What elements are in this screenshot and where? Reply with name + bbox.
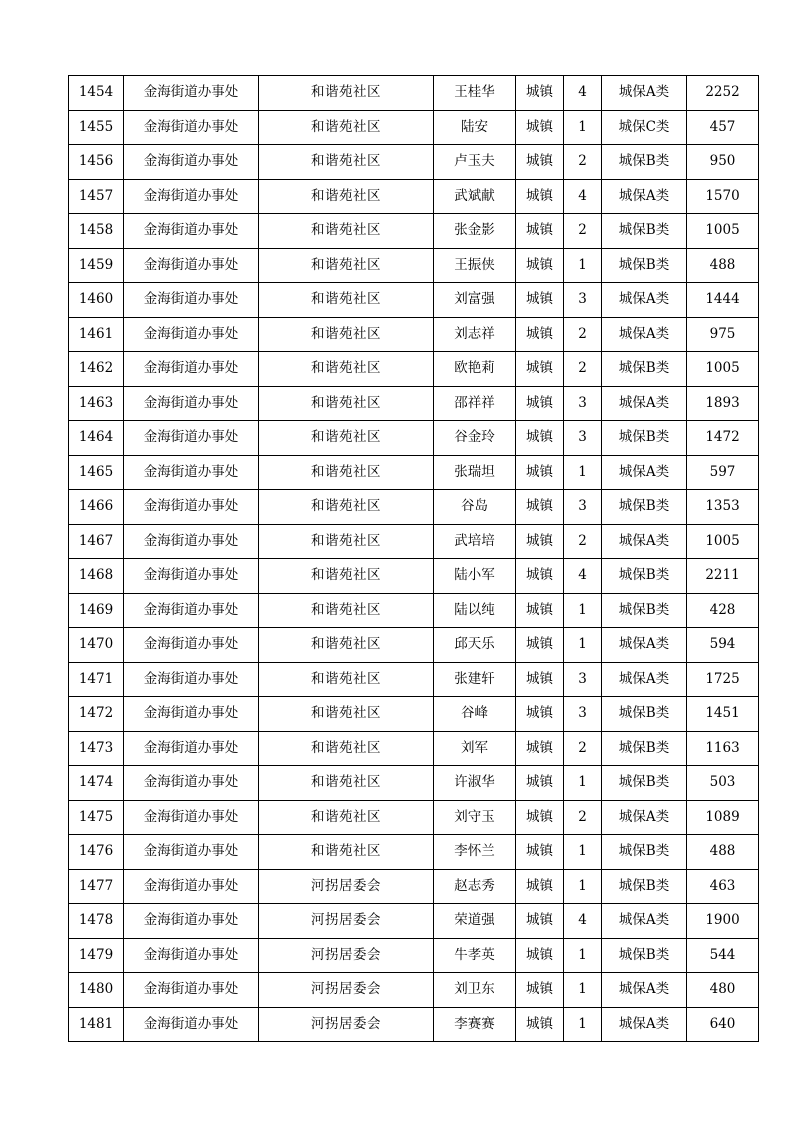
cell-household-type: 城镇 [516,283,564,318]
cell-people: 3 [564,697,602,732]
table-row [69,179,759,214]
cell-id: 1472 [69,697,124,732]
cell-household-type: 城镇 [516,766,564,801]
cell-amount: 950 [687,145,759,180]
cell-name: 刘志祥 [434,317,516,352]
table-row [69,455,759,490]
cell-name: 谷金玲 [434,421,516,456]
cell-org: 金海街道办事处 [124,1007,259,1042]
cell-org: 金海街道办事处 [124,662,259,697]
table-row [69,938,759,973]
table-row [69,317,759,352]
cell-household-type: 城镇 [516,421,564,456]
cell-id: 1456 [69,145,124,180]
cell-org: 金海街道办事处 [124,697,259,732]
cell-name: 欧艳莉 [434,352,516,387]
table-row [69,421,759,456]
cell-people: 1 [564,248,602,283]
cell-community: 和谐苑社区 [259,386,434,421]
cell-amount: 1005 [687,524,759,559]
cell-name: 陆以纯 [434,593,516,628]
cell-org: 金海街道办事处 [124,800,259,835]
cell-id: 1462 [69,352,124,387]
cell-amount: 488 [687,835,759,870]
cell-amount: 1570 [687,179,759,214]
cell-category: 城保B类 [602,835,687,870]
table-row [69,697,759,732]
cell-id: 1470 [69,628,124,663]
cell-household-type: 城镇 [516,110,564,145]
cell-people: 1 [564,593,602,628]
cell-people: 1 [564,766,602,801]
cell-name: 张建轩 [434,662,516,697]
cell-category: 城保C类 [602,110,687,145]
cell-id: 1464 [69,421,124,456]
cell-category: 城保B类 [602,421,687,456]
cell-name: 许淑华 [434,766,516,801]
cell-id: 1458 [69,214,124,249]
cell-category: 城保B类 [602,869,687,904]
table-row [69,559,759,594]
cell-household-type: 城镇 [516,869,564,904]
cell-amount: 1005 [687,352,759,387]
cell-household-type: 城镇 [516,731,564,766]
cell-name: 陆小军 [434,559,516,594]
cell-amount: 488 [687,248,759,283]
cell-people: 1 [564,938,602,973]
cell-org: 金海街道办事处 [124,421,259,456]
cell-category: 城保B类 [602,766,687,801]
cell-name: 刘卫东 [434,973,516,1008]
cell-community: 和谐苑社区 [259,662,434,697]
cell-name: 刘富强 [434,283,516,318]
cell-name: 刘军 [434,731,516,766]
cell-community: 和谐苑社区 [259,214,434,249]
cell-category: 城保A类 [602,455,687,490]
cell-household-type: 城镇 [516,973,564,1008]
table-row [69,76,759,111]
cell-household-type: 城镇 [516,904,564,939]
cell-household-type: 城镇 [516,145,564,180]
cell-amount: 503 [687,766,759,801]
cell-name: 邵祥祥 [434,386,516,421]
cell-people: 4 [564,559,602,594]
table-row [69,283,759,318]
cell-category: 城保A类 [602,628,687,663]
cell-category: 城保B类 [602,938,687,973]
cell-name: 武斌献 [434,179,516,214]
cell-category: 城保B类 [602,248,687,283]
cell-org: 金海街道办事处 [124,490,259,525]
cell-amount: 544 [687,938,759,973]
cell-id: 1477 [69,869,124,904]
cell-org: 金海街道办事处 [124,283,259,318]
cell-amount: 1893 [687,386,759,421]
cell-people: 3 [564,386,602,421]
cell-amount: 975 [687,317,759,352]
table-row [69,835,759,870]
cell-amount: 1451 [687,697,759,732]
cell-amount: 1089 [687,800,759,835]
cell-name: 邱天乐 [434,628,516,663]
cell-category: 城保B类 [602,559,687,594]
cell-id: 1455 [69,110,124,145]
table-row [69,904,759,939]
cell-household-type: 城镇 [516,76,564,111]
cell-people: 2 [564,145,602,180]
cell-category: 城保A类 [602,179,687,214]
cell-amount: 2211 [687,559,759,594]
table-row [69,731,759,766]
cell-community: 和谐苑社区 [259,352,434,387]
cell-org: 金海街道办事处 [124,938,259,973]
table-row [69,145,759,180]
cell-category: 城保B类 [602,352,687,387]
cell-id: 1471 [69,662,124,697]
cell-amount: 1444 [687,283,759,318]
cell-people: 1 [564,1007,602,1042]
cell-community: 河拐居委会 [259,1007,434,1042]
table-row [69,869,759,904]
cell-amount: 2252 [687,76,759,111]
cell-household-type: 城镇 [516,593,564,628]
cell-community: 和谐苑社区 [259,317,434,352]
cell-community: 和谐苑社区 [259,76,434,111]
cell-household-type: 城镇 [516,628,564,663]
cell-community: 和谐苑社区 [259,283,434,318]
cell-id: 1467 [69,524,124,559]
cell-org: 金海街道办事处 [124,317,259,352]
cell-amount: 640 [687,1007,759,1042]
cell-community: 和谐苑社区 [259,628,434,663]
cell-people: 1 [564,110,602,145]
cell-amount: 457 [687,110,759,145]
cell-category: 城保A类 [602,662,687,697]
cell-people: 1 [564,628,602,663]
cell-category: 城保B类 [602,697,687,732]
cell-org: 金海街道办事处 [124,455,259,490]
cell-org: 金海街道办事处 [124,904,259,939]
cell-community: 和谐苑社区 [259,145,434,180]
cell-community: 和谐苑社区 [259,455,434,490]
cell-people: 2 [564,800,602,835]
cell-community: 河拐居委会 [259,869,434,904]
cell-org: 金海街道办事处 [124,352,259,387]
cell-people: 4 [564,76,602,111]
cell-category: 城保A类 [602,1007,687,1042]
cell-name: 谷岛 [434,490,516,525]
cell-category: 城保B类 [602,145,687,180]
cell-org: 金海街道办事处 [124,386,259,421]
cell-org: 金海街道办事处 [124,628,259,663]
cell-category: 城保B类 [602,731,687,766]
cell-community: 和谐苑社区 [259,800,434,835]
cell-household-type: 城镇 [516,1007,564,1042]
cell-household-type: 城镇 [516,559,564,594]
cell-category: 城保A类 [602,283,687,318]
table-row [69,248,759,283]
cell-community: 和谐苑社区 [259,421,434,456]
table-row [69,800,759,835]
table-row [69,973,759,1008]
cell-id: 1479 [69,938,124,973]
cell-people: 2 [564,524,602,559]
cell-id: 1474 [69,766,124,801]
cell-category: 城保A类 [602,386,687,421]
cell-community: 和谐苑社区 [259,731,434,766]
cell-amount: 1163 [687,731,759,766]
cell-people: 2 [564,317,602,352]
cell-org: 金海街道办事处 [124,731,259,766]
table-row [69,1007,759,1042]
cell-category: 城保A类 [602,973,687,1008]
cell-community: 和谐苑社区 [259,524,434,559]
cell-name: 谷峰 [434,697,516,732]
cell-household-type: 城镇 [516,835,564,870]
cell-id: 1476 [69,835,124,870]
cell-org: 金海街道办事处 [124,766,259,801]
cell-community: 和谐苑社区 [259,766,434,801]
cell-name: 张瑞坦 [434,455,516,490]
cell-org: 金海街道办事处 [124,593,259,628]
cell-name: 赵志秀 [434,869,516,904]
cell-household-type: 城镇 [516,524,564,559]
cell-household-type: 城镇 [516,455,564,490]
cell-people: 3 [564,662,602,697]
cell-name: 卢玉夫 [434,145,516,180]
cell-people: 1 [564,835,602,870]
table-row [69,662,759,697]
cell-org: 金海街道办事处 [124,559,259,594]
cell-people: 1 [564,869,602,904]
cell-people: 2 [564,214,602,249]
cell-community: 和谐苑社区 [259,697,434,732]
cell-amount: 1725 [687,662,759,697]
table-row [69,110,759,145]
cell-community: 河拐居委会 [259,938,434,973]
cell-id: 1460 [69,283,124,318]
subsidy-recipients-table [68,75,759,1042]
cell-community: 和谐苑社区 [259,490,434,525]
cell-people: 4 [564,179,602,214]
cell-name: 武培培 [434,524,516,559]
cell-amount: 1005 [687,214,759,249]
table-row [69,524,759,559]
cell-id: 1475 [69,800,124,835]
cell-household-type: 城镇 [516,214,564,249]
cell-name: 王桂华 [434,76,516,111]
cell-org: 金海街道办事处 [124,524,259,559]
cell-household-type: 城镇 [516,800,564,835]
cell-community: 和谐苑社区 [259,110,434,145]
cell-name: 李赛赛 [434,1007,516,1042]
cell-household-type: 城镇 [516,662,564,697]
cell-people: 4 [564,904,602,939]
cell-org: 金海街道办事处 [124,110,259,145]
cell-household-type: 城镇 [516,697,564,732]
cell-amount: 1472 [687,421,759,456]
cell-id: 1461 [69,317,124,352]
table-body [69,76,759,1042]
cell-community: 和谐苑社区 [259,179,434,214]
cell-org: 金海街道办事处 [124,869,259,904]
cell-name: 刘守玉 [434,800,516,835]
cell-category: 城保A类 [602,800,687,835]
table-row [69,628,759,663]
cell-org: 金海街道办事处 [124,835,259,870]
table-row [69,766,759,801]
cell-people: 3 [564,421,602,456]
cell-household-type: 城镇 [516,938,564,973]
cell-id: 1473 [69,731,124,766]
cell-id: 1465 [69,455,124,490]
cell-id: 1457 [69,179,124,214]
cell-household-type: 城镇 [516,179,564,214]
cell-org: 金海街道办事处 [124,973,259,1008]
cell-name: 荣道强 [434,904,516,939]
cell-amount: 1900 [687,904,759,939]
cell-org: 金海街道办事处 [124,248,259,283]
cell-org: 金海街道办事处 [124,179,259,214]
cell-id: 1459 [69,248,124,283]
table-row [69,593,759,628]
cell-id: 1454 [69,76,124,111]
cell-amount: 428 [687,593,759,628]
cell-org: 金海街道办事处 [124,76,259,111]
cell-org: 金海街道办事处 [124,214,259,249]
cell-people: 1 [564,973,602,1008]
cell-household-type: 城镇 [516,317,564,352]
table-row [69,352,759,387]
cell-amount: 1353 [687,490,759,525]
cell-household-type: 城镇 [516,386,564,421]
cell-household-type: 城镇 [516,352,564,387]
cell-amount: 594 [687,628,759,663]
cell-id: 1481 [69,1007,124,1042]
cell-name: 张金影 [434,214,516,249]
cell-category: 城保B类 [602,593,687,628]
cell-people: 3 [564,490,602,525]
cell-name: 牛孝英 [434,938,516,973]
cell-people: 3 [564,283,602,318]
cell-category: 城保A类 [602,317,687,352]
cell-id: 1466 [69,490,124,525]
cell-household-type: 城镇 [516,490,564,525]
cell-category: 城保B类 [602,214,687,249]
cell-community: 和谐苑社区 [259,559,434,594]
cell-community: 和谐苑社区 [259,835,434,870]
cell-id: 1478 [69,904,124,939]
cell-id: 1463 [69,386,124,421]
cell-people: 2 [564,352,602,387]
table-row [69,214,759,249]
cell-org: 金海街道办事处 [124,145,259,180]
cell-category: 城保A类 [602,524,687,559]
cell-community: 河拐居委会 [259,904,434,939]
cell-id: 1480 [69,973,124,1008]
cell-amount: 480 [687,973,759,1008]
cell-category: 城保A类 [602,904,687,939]
cell-category: 城保B类 [602,490,687,525]
cell-community: 和谐苑社区 [259,248,434,283]
cell-people: 1 [564,455,602,490]
cell-amount: 597 [687,455,759,490]
cell-household-type: 城镇 [516,248,564,283]
cell-community: 和谐苑社区 [259,593,434,628]
cell-name: 李怀兰 [434,835,516,870]
cell-community: 河拐居委会 [259,973,434,1008]
cell-id: 1469 [69,593,124,628]
table-row [69,490,759,525]
cell-amount: 463 [687,869,759,904]
cell-name: 陆安 [434,110,516,145]
table-row [69,386,759,421]
cell-category: 城保A类 [602,76,687,111]
cell-people: 2 [564,731,602,766]
cell-id: 1468 [69,559,124,594]
cell-name: 王振侠 [434,248,516,283]
